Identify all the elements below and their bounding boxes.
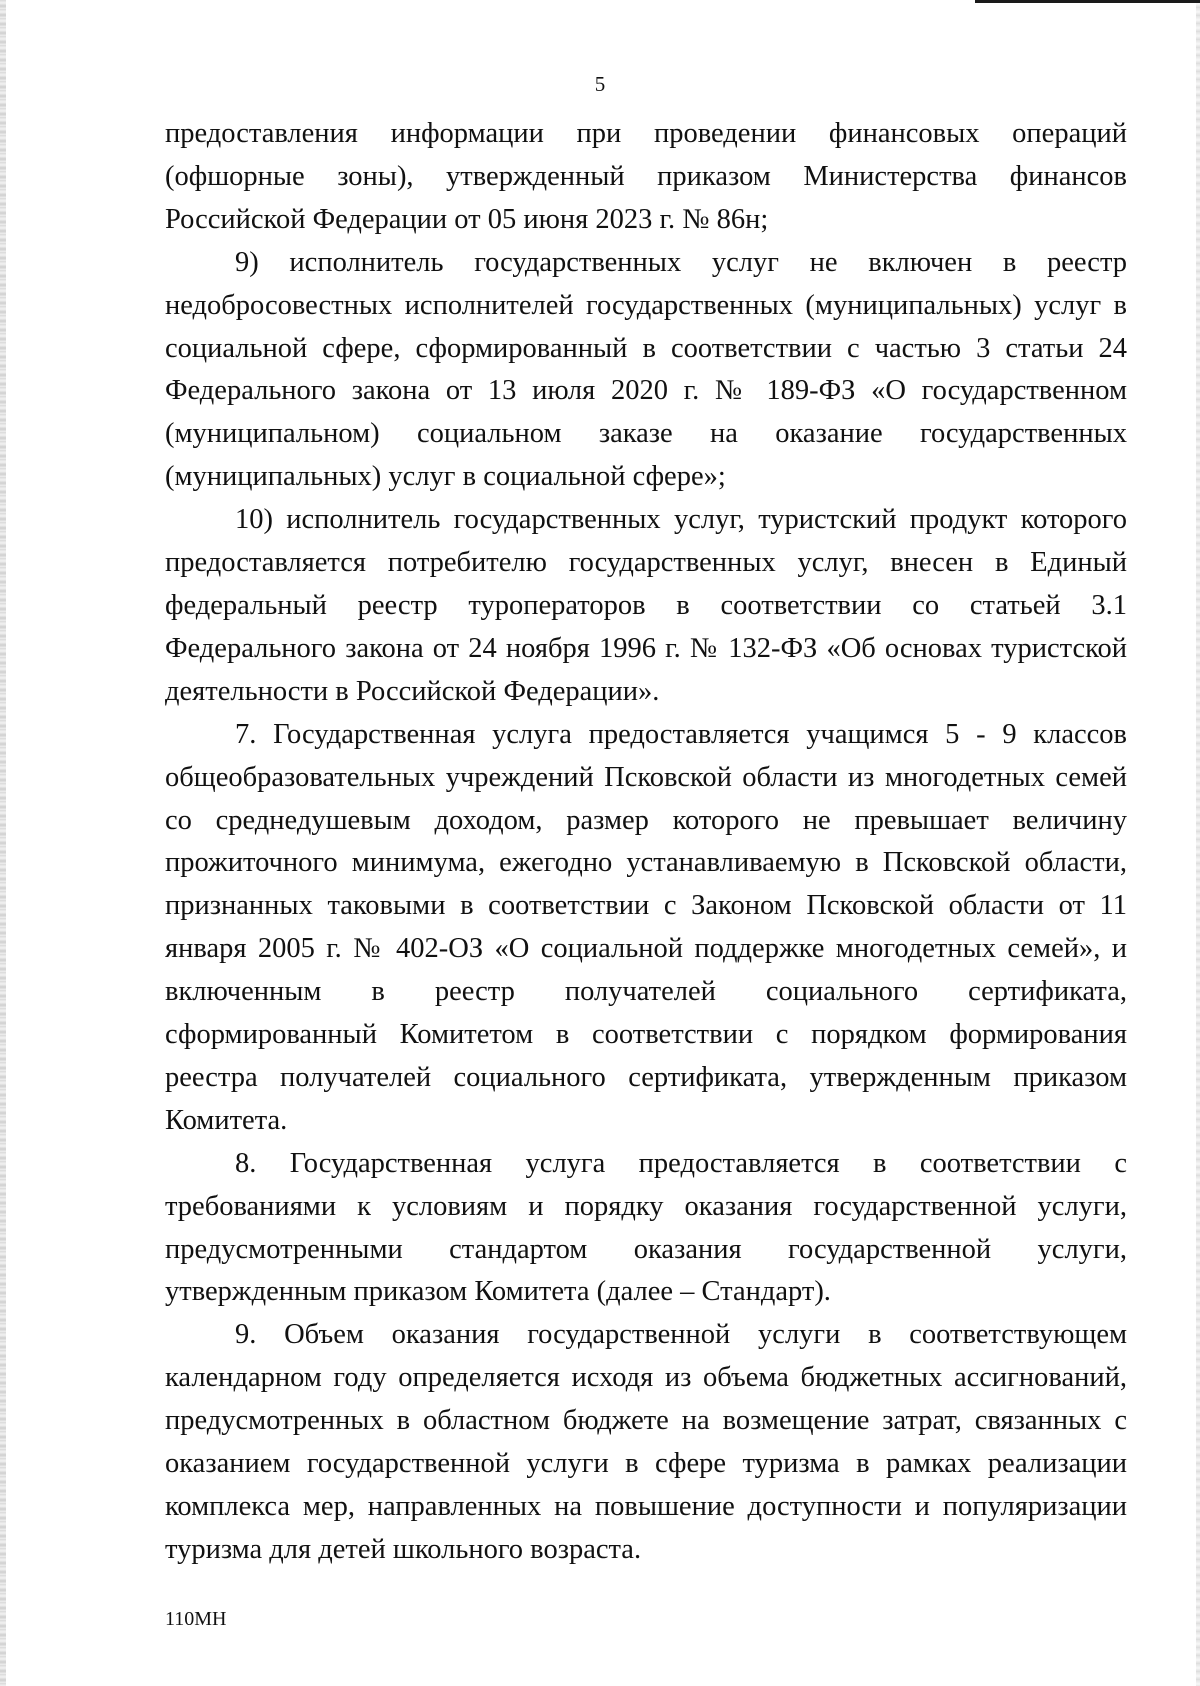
footer-code: 110МН <box>165 1608 227 1630</box>
paragraph-item-10: 10) исполнитель государственных услуг, туристский продукт которого предоставляется потребителю государственных услуг, внесен в Единый федеральный реестр туроператоров в соответствии со статьей 3.1 Федерального закона от 24 ноября 1996 г. № 132-ФЗ «Об основах туристской деятельности в Российской Федерации». <box>165 504 1127 707</box>
paragraph-section-9: 9. Объем оказания государственной услуги в соответствующем календарном году определяется исходя из объема бюджетных ассигнований, предусмотренных в областном бюджете на возмещение затрат, связанных с оказанием государственной услуги в сфере туризма в рамках реализации комплекса мер, направленных на повышение доступности и популяризации туризма для детей школьного возраста. <box>165 1319 1127 1565</box>
document-body <box>165 113 1127 1572</box>
page-number: 5 <box>594 72 606 96</box>
paragraph-section-8: 8. Государственная услуга предоставляется в соответствии с требованиями к условиям и порядку оказания государственной услуги, предусмотренными стандартом оказания государственной услуги, утвержденным приказом Комитета (далее – Стандарт). <box>165 1147 1127 1308</box>
paragraph-section-7: 7. Государственная услуга предоставляется учащимся 5 - 9 классов общеобразовательных учреждений Псковской области из многодетных семей со среднедушевым доходом, размер которого не превышает величину прожиточного минимума, ежегодно устанавливаемую в Псковской области, признанных таковыми в соответствии с Законом Псковской области от 11 января 2005 г. № 402-ОЗ «О социальной поддержке многодетных семей», и включенным в реестр получателей социального сертификата, сформированный Комитетом в соответствии с порядком формирования реестра получателей социального сертификата, утвержденным приказом Комитета. <box>165 718 1127 1136</box>
scan-edge-left <box>0 0 6 1686</box>
paragraph-continuation: предоставления информации при проведении финансовых операций (офшорные зоны), утвержденный приказом Министерства финансов Российской Федерации от 05 июня 2023 г. № 86н; <box>165 118 1127 235</box>
paragraph-item-9: 9) исполнитель государственных услуг не включен в реестр недобросовестных исполнителей государственных (муниципальных) услуг в социальной сфере, сформированный в соответствии с частью 3 статьи 24 Федерального закона от 13 июля 2020 г. № 189-ФЗ «О государственном (муниципальном) социальном заказе на оказание государственных (муниципальных) услуг в социальной сфере»; <box>165 246 1127 493</box>
scan-edge-right <box>1196 0 1200 1686</box>
scan-top-line <box>975 0 1200 3</box>
